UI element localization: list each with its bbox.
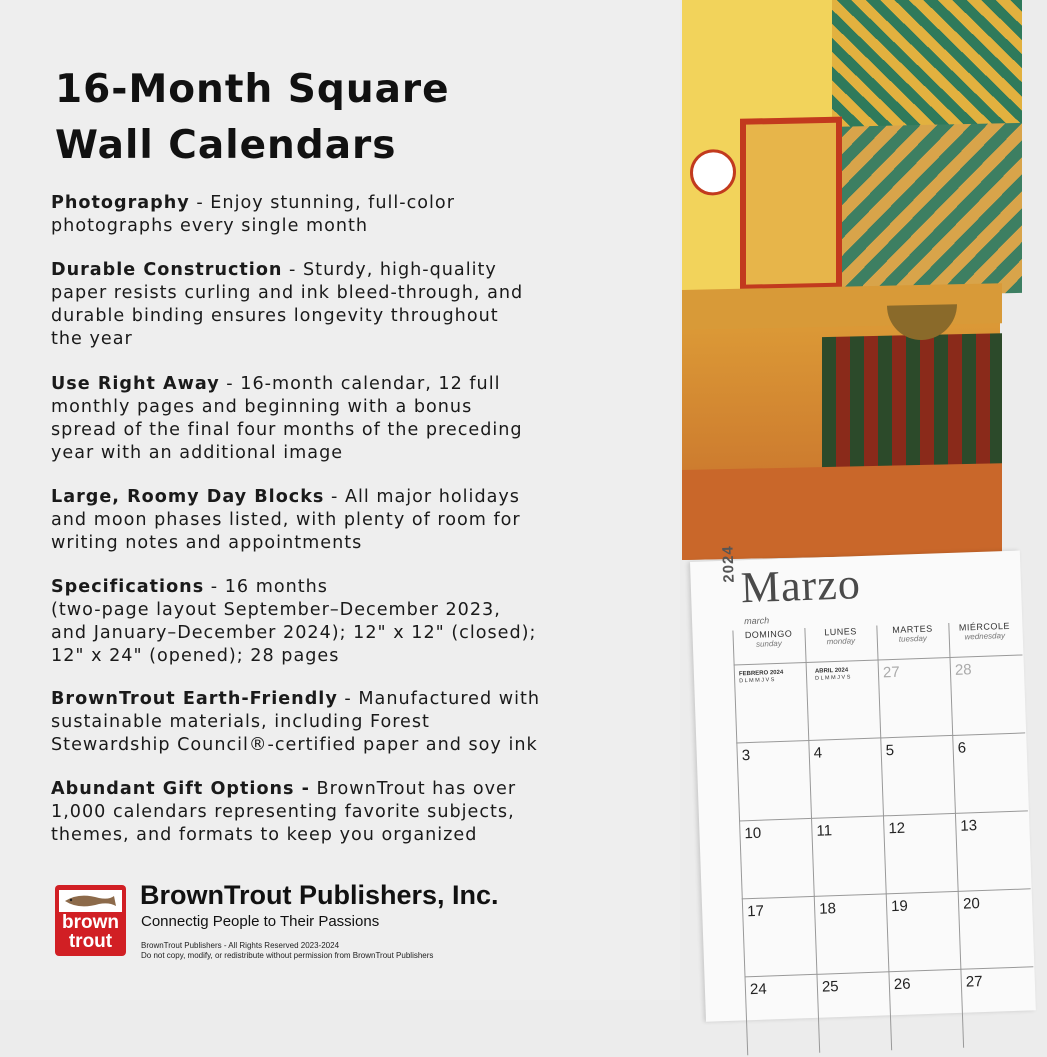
- day-number: 12: [888, 819, 906, 838]
- feature-separator: -: [324, 487, 345, 507]
- day-number: 20: [962, 895, 981, 913]
- feature-text: All major holidays: [344, 487, 520, 507]
- feature-text: durable binding ensures longevity throughout: [51, 306, 499, 326]
- feature-text: year with an additional image: [51, 443, 344, 463]
- day-cell: [880, 735, 956, 816]
- dow-label: MIÉRCOLE: [958, 620, 1011, 633]
- trout-fish-icon: [59, 890, 122, 912]
- feature-text: sustainable materials, including Forest: [51, 712, 430, 732]
- feature-text: spread of the final four months of the preceding: [51, 420, 523, 440]
- feature-text: and moon phases listed, with plenty of room for: [51, 510, 521, 530]
- photo-shelf: [740, 117, 842, 291]
- feature-use-right-away: [51, 373, 523, 465]
- feature-separator: -: [219, 374, 241, 394]
- feature-separator: -: [189, 193, 211, 213]
- feature-text: BrownTrout has over: [316, 779, 517, 799]
- feature-text: (two-page layout September–December 2023,: [51, 600, 501, 620]
- title-line-2: Wall Calendars: [55, 123, 397, 168]
- feature-text: paper resists curling and ink bleed-through, and: [51, 283, 524, 303]
- day-number: 26: [893, 975, 911, 994]
- feature-earth-friendly: [51, 688, 540, 757]
- feature-text: monthly pages and beginning with a bonus: [51, 397, 473, 417]
- photo-tiles: [822, 123, 1022, 297]
- dow-label-en: tuesday: [898, 633, 927, 644]
- day-cell: [886, 891, 962, 972]
- copyright-line-1: BrownTrout Publishers - All Rights Reserved 2023-2024: [141, 941, 340, 950]
- day-cell: [808, 737, 884, 818]
- feature-text: 16 months: [224, 577, 328, 597]
- day-number: 25: [821, 978, 839, 996]
- day-number: 17: [746, 902, 765, 921]
- day-number: 5: [885, 741, 895, 760]
- dow-label-en: monday: [826, 636, 856, 647]
- feature-specifications: [51, 576, 536, 668]
- calendar-month-english: march: [743, 615, 770, 627]
- dow-label-en: sunday: [755, 638, 782, 649]
- feature-photography: [51, 192, 455, 238]
- day-number: 11: [816, 822, 833, 840]
- feature-title: Durable Construction: [51, 260, 283, 280]
- feature-text: 1,000 calendars representing favorite subjects,: [51, 802, 515, 822]
- day-cell: [806, 659, 882, 740]
- mini-calendar-april: [815, 667, 851, 682]
- feature-text: writing notes and appointments: [51, 533, 363, 553]
- photo-hood: [832, 0, 1022, 137]
- day-number: 10: [744, 824, 762, 843]
- dow-label: MARTES: [892, 623, 933, 635]
- day-cell: [734, 662, 810, 743]
- calendar-year: 2024: [719, 544, 738, 583]
- browntrout-logo: [55, 885, 126, 956]
- publisher-tagline: Connectig People to Their Passions: [141, 913, 380, 930]
- feature-text: Sturdy, high-quality: [303, 260, 497, 280]
- day-cell: [958, 888, 1034, 969]
- feature-title: Use Right Away: [51, 374, 220, 394]
- mini-header: D L M M J V S: [815, 674, 851, 682]
- day-number: 19: [890, 897, 909, 916]
- feature-text: and January–December 2024); 12" x 12" (closed);: [51, 623, 537, 643]
- day-cell: [739, 818, 815, 899]
- feature-text: 12" x 24" (opened); 28 pages: [51, 646, 340, 666]
- title-line-1: 16-Month Square: [55, 67, 450, 112]
- day-cell: [952, 732, 1028, 813]
- day-number: 28: [954, 661, 972, 679]
- copyright-notice: [141, 941, 433, 961]
- feature-separator: -: [337, 689, 359, 709]
- dow-label: DOMINGO: [744, 628, 793, 641]
- mini-title: FEBRERO 2024: [738, 669, 784, 678]
- feature-text: photographs every single month: [51, 216, 369, 236]
- feature-separator: [310, 779, 317, 799]
- day-cell: [960, 966, 1036, 1047]
- feature-gift-options: [51, 778, 516, 847]
- day-cell: [811, 815, 887, 896]
- feature-durable: [51, 259, 523, 351]
- day-cell: [949, 654, 1025, 735]
- copyright-line-2: Do not copy, modify, or redistribute without permission from BrownTrout Publishers: [141, 951, 434, 960]
- day-number: 4: [813, 744, 823, 762]
- calendar-page: [690, 544, 1036, 1021]
- day-number: 27: [882, 663, 900, 682]
- feature-title: Photography: [51, 193, 190, 213]
- day-cell: [814, 893, 890, 974]
- logo-line-1: brown: [62, 912, 119, 933]
- day-cell: [744, 974, 820, 1055]
- mini-calendar-february: [739, 670, 784, 686]
- day-cell: [736, 740, 812, 821]
- feature-text: Manufactured with: [358, 689, 541, 709]
- feature-text: 16-month calendar, 12 full: [240, 374, 501, 394]
- mini-header: D L M M J V S: [739, 677, 775, 685]
- dow-sunday: [732, 628, 804, 664]
- day-cell: [888, 969, 964, 1050]
- kitchen-photo: [682, 0, 1000, 560]
- day-number: 13: [960, 817, 978, 835]
- day-cell: [742, 896, 818, 977]
- day-number: 6: [957, 739, 967, 757]
- day-cell: [883, 813, 959, 894]
- dow-tuesday: [876, 623, 948, 659]
- dow-monday: [804, 626, 876, 662]
- feature-text: the year: [51, 329, 133, 349]
- day-number: 24: [749, 980, 767, 999]
- calendar-month: Marzo: [740, 559, 862, 613]
- feature-title: BrownTrout Earth-Friendly: [51, 689, 338, 709]
- feature-text: Stewardship Council®-certified paper and soy ink: [51, 735, 538, 755]
- feature-text: Enjoy stunning, full-color: [210, 193, 455, 213]
- page-title: [55, 62, 655, 174]
- feature-separator: -: [282, 260, 303, 280]
- dow-wednesday: [948, 621, 1020, 657]
- feature-text: themes, and formats to keep you organized: [51, 825, 478, 845]
- publisher-name: BrownTrout Publishers, Inc.: [140, 880, 499, 910]
- feature-separator: -: [204, 577, 225, 597]
- feature-title: Specifications: [51, 577, 205, 597]
- feature-title: Large, Roomy Day Blocks: [51, 487, 325, 507]
- logo-wordmark: [55, 913, 126, 951]
- calendar-grid: [732, 620, 1032, 999]
- day-number: 27: [965, 973, 983, 991]
- feature-day-blocks: [51, 486, 521, 555]
- dow-label-en: wednesday: [964, 631, 1006, 642]
- day-cell: [816, 971, 892, 1052]
- feature-title: Abundant Gift Options -: [51, 779, 310, 799]
- mini-title: ABRIL 2024: [814, 667, 849, 675]
- day-cell: [955, 810, 1031, 891]
- dow-label: LUNES: [824, 626, 857, 638]
- day-cell: [878, 657, 954, 738]
- day-number: 3: [741, 747, 751, 765]
- logo-line-2: trout: [68, 931, 113, 952]
- day-number: 18: [818, 900, 837, 918]
